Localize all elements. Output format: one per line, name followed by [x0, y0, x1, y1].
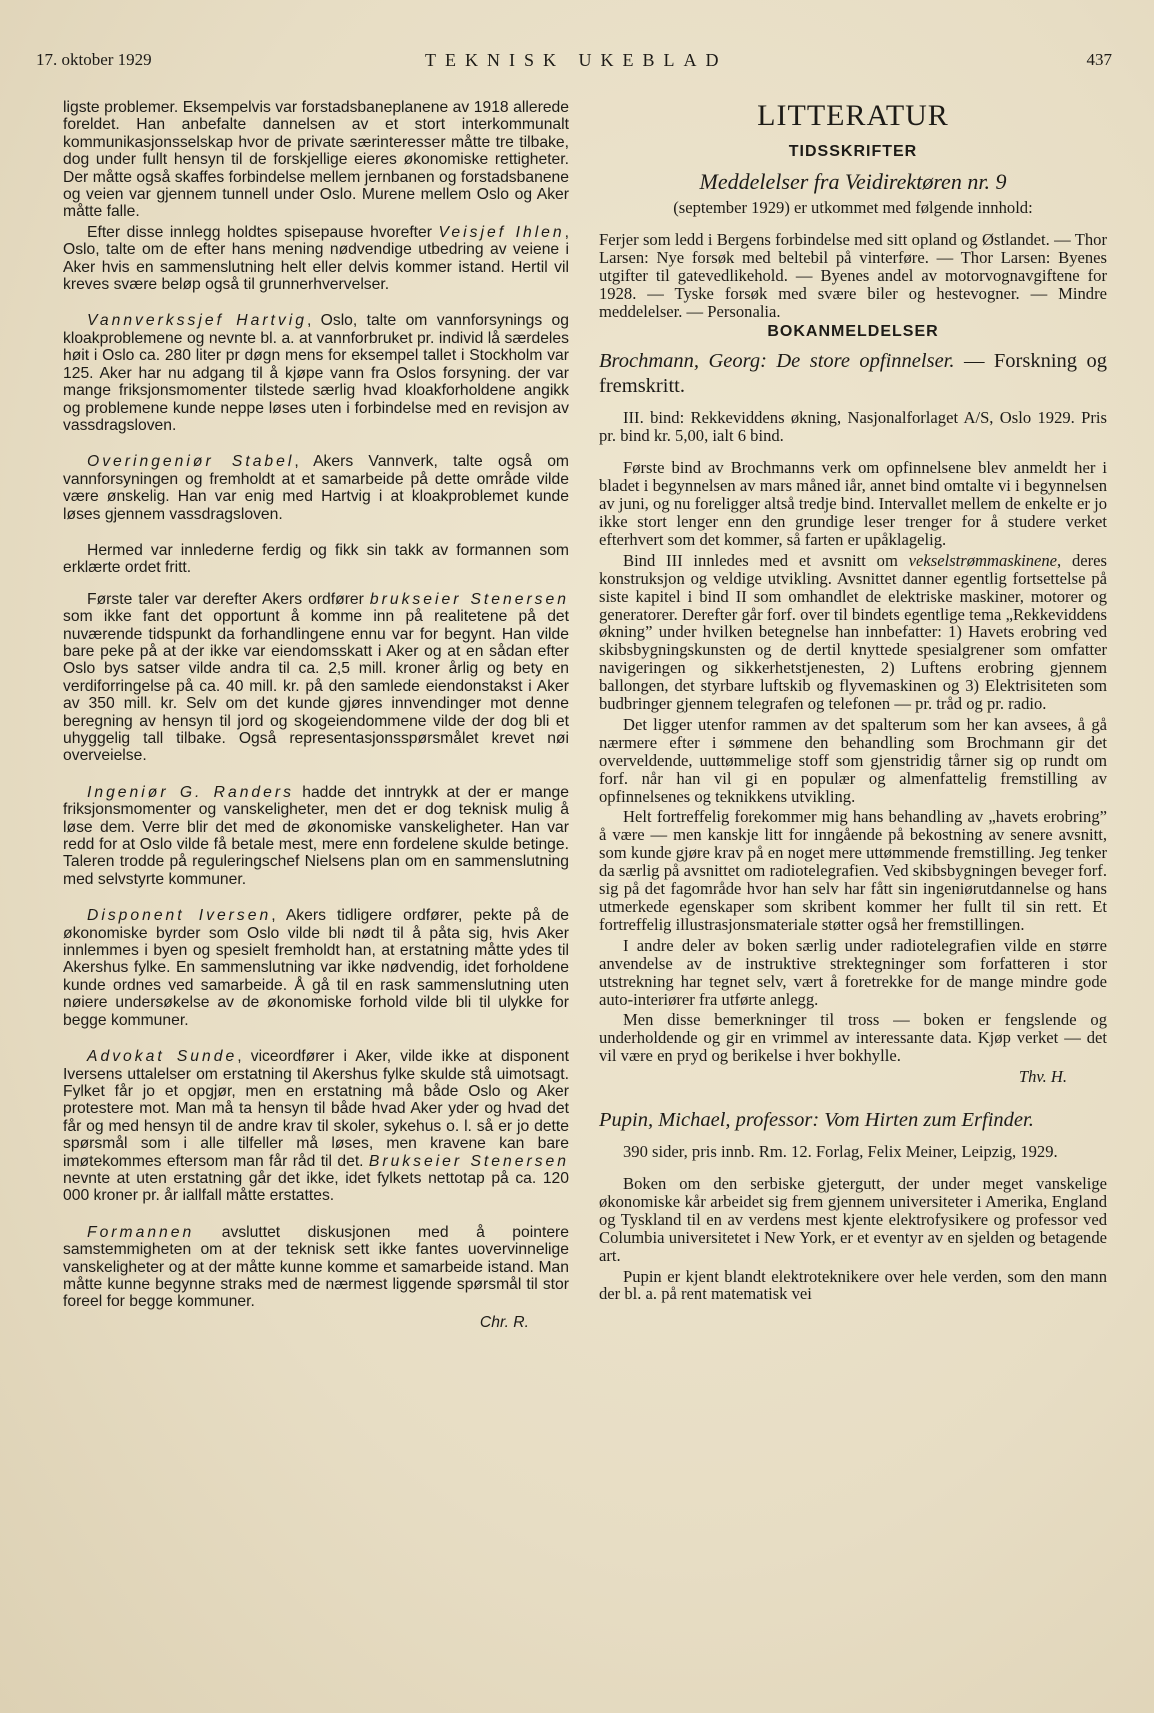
- speaker-name: brukseier Stenersen: [369, 590, 569, 608]
- paragraph: Det ligger utenfor rammen av det spalterum som her kan avsees, å gå nærmere efter i sømmene den behandling som Brochmann gir det overveldende, uuttømmelige stoff som gjenstridig tårner sig op rundt om forf. når han vil gi en populær og almenfattelig fremstilling av opfinnelsenes og teknikkens utvikling.: [599, 714, 1107, 806]
- paragraph: Ingeniør G. Randers hadde det inntrykk at der er mange friksjonsmomenter og vanskeligheter, men det er dog teknisk mulig å løse dem. Verre blir det med de økonomiske vanskeligheter. Han var redd for at Oslo vilde få betale mest, mere enn fordelene skulde betinge. Taleren trodde på reguleringschef Nielsens plan om en sammenslutning med selvstyrte kommuner.: [63, 783, 569, 888]
- section-heading: LITTERATUR: [757, 99, 949, 132]
- page-number: 437: [1086, 50, 1112, 69]
- paragraph: ligste problemer. Eksempelvis var forstadsbaneplanene av 1918 allerede foreldet. Han anbefalte dannelsen av et stort interkommunalt kommunikasjonsselskap hvor de private særinteresser måtte tre tilbake, dog under fullt hensyn til de forskjellige eieres økonomiske rettigheter. Der måtte også skaffes forbindelse mellem jernbanen og forstadsbanene og veien var gjennem tunnell under Oslo. Murene mellem Oslo og Aker måtte falle.: [63, 99, 569, 221]
- speaker-name: Vannverkssjef Hartvig: [87, 312, 307, 330]
- book-title: Brochmann, Georg: De store opfinnelser. — Forskning og fremskritt.: [599, 350, 1107, 398]
- speaker-name: Disponent Iversen: [87, 907, 272, 925]
- book-info: III. bind: Rekkeviddens økning, Nasjonalforlaget A/S, Oslo 1929. Pris pr. bind kr. 5,00, ialt 6 bind.: [599, 408, 1107, 446]
- paragraph: Bind III innledes med et avsnitt om vekselstrømmaskinene, deres konstruksjon og veldige utvikling. Avsnittet danner egentlig fortsettelse på siste kapitel i bind II som omhandlet de elektriske maskiner, motorer og generatorer. Derefter går forf. over til bindets egentlige tema „Rekkeviddens økning” under hvilken betegnelse han innbefatter: 1) Havets erobring ved skibsbygningskunsten og de dertil knyttede spesialgrener som omfatter navigeringen og sikkerhetstjenesten, 2) Luftens erobring gjennem ballongen, det styrbare luftskib og flyvemaskinen og 3) Elektrisiteten som budbringer gjennem telegrafen og telefonen — pr. tråd og pr. radio.: [599, 550, 1107, 714]
- journal-issue-title: Meddelelser fra Veidirektøren nr. 9: [699, 169, 1007, 194]
- book-title: Pupin, Michael, professor: Vom Hirten zum Erfinder.: [599, 1109, 1034, 1132]
- paragraph: Men disse bemerkninger til tross — boken er fengslende og underholdende og gir en vrimmel av interessante data. Kjøp verket — det vil være en pryd og berikelse i hver bokhylle.: [599, 1010, 1107, 1066]
- paragraph: Hermed var innlederne ferdig og fikk sin takk av formannen som erklærte ordet fritt.: [63, 541, 569, 577]
- speaker-name: Brukseier Stenersen: [368, 1152, 569, 1170]
- paragraph: Advokat Sunde, viceordfører i Aker, vilde ikke at disponent Iversens uttalelser om erstatning til Akershus fylke skulde stå uimotsagt. Fylket får jo et opgjør, men en erstatning må både Oslo og Aker protestere mot. Man må ta hensyn til både hvad Aker yder og hvad det får og med hensyn til de andre krav til skoler, sykehus o. l. så er jo dette spørsmål som i alle tilfeller må løses, men kravene kan bare imøtekommes eftersom man får råd til det. Brukseier Stenersen nevnte at uten erstatning går det ikke, idet fylkets nettotap på ca. 120 000 kroner pr. år iallfall måtte erstattes.: [63, 1048, 569, 1205]
- journal-title: TEKNISK UKEBLAD: [425, 50, 728, 70]
- speaker-name: Formannen: [87, 1223, 195, 1241]
- paragraph: Boken om den serbiske gjetergutt, der under meget vanskelige økonomiske kår arbeidet sig frem gjennem universiteter i Amerika, England og Tyskland til en av verdens mest kjente elektrofysikere og professor ved Columbia universitetet i New York, er et eventyr av en sjelden og betagende art.: [599, 1173, 1107, 1265]
- paragraph: Helt fortreffelig forekommer mig hans behandling av „havets erobring” å være — men kanskje litt for inngående på bekostning av senere avsnitt, som kunde gjøre krav på en noget mere uttømmende fremstilling. Jeg tenker da særlig på avsnittet om radiotelegrafien. Ved skibsbygningen beveger forf. sig på det fagområde hvor han selv har fått sin ingeniørutdannelse og hans utmerkede egenskaper som skribent kommer her fullt til sin rett. Et fortreffelig illustrasjonsmateriale støtter også her fremstillingen.: [599, 807, 1107, 934]
- paragraph: Disponent Iversen, Akers tidligere ordfører, pekte på de økonomiske byrder som Oslo vilde bli nødt til å påta sig, hvis Aker innlemmes i byen og spesielt fremholdt han, at erstatning måtte ydes til Akershus fylke. En sammenslutning var ikke nødvendig, idet forholdene kunde ordnes ved samarbeide. Å gå til en rask sammenslutning uten nøiere undersøkelse av de økonomiske forhold vilde bli til ulykke for begge kommuner.: [63, 907, 569, 1029]
- author-signature: Chr. R.: [479, 1313, 529, 1331]
- speaker-name: Veisjef Ihlen: [438, 223, 565, 241]
- right-column: [599, 99, 1107, 1306]
- paragraph: Pupin er kjent blandt elektroteknikere over hele verden, som den mann der bl. a. på rent matematisk vei: [599, 1266, 1107, 1304]
- journal-intro: (september 1929) er utkommet med følgende innhold:: [673, 198, 1033, 217]
- reviewer-signature: Thv. H.: [1018, 1067, 1067, 1087]
- paragraph: Første taler var derefter Akers ordfører brukseier Stenersen som ikke fant det opportunt å komme inn på realitetene på det nuværende tidspunkt da forhandlingene ennu var for begynt. Han vilde bare peke på at der ikke var eiendomsskatt i Aker og at en sådan efter Oslo bys satser vilde andra til ca. 2,5 mill. kroner årlig og bety en verdiforringelse på ca. 40 mill. kr. på den samlede eiendonstakst i Aker av 350 mill. kr. Selv om det kunde gjøres innvendinger mot denne beregning av hensyn til jord og skogeiendommene vilde der dog bli et uhyggelig tall tilbake. Også representasjonsspørsmålet krevet nøi overveielse.: [63, 590, 569, 765]
- paragraph: Efter disse innlegg holdtes spisepause hvorefter Veisjef Ihlen, Oslo, talte om de efter hans mening nødvendige utbedring av veiene i Aker hvis en sammenslutning helt eller delvis kommer istand. Hertil vil kreves svære beløp også til grunnerhvervelser.: [63, 223, 569, 294]
- paragraph: Formannen avsluttet diskusjonen med å pointere samstemmigheten om at der teknisk sett ikke fantes uovervinnelige vanskeligheter og at der måtte kunne komme et samarbeide istand. Man måtte kunne begynne straks med de nærmest liggende spørsmål til stor foreel for begge kommuner.: [63, 1223, 569, 1311]
- paragraph: I andre deler av boken særlig under radiotelegrafien vilde en større anvendelse av de instruktive strektegninger som forfatteren i stor utstrekning har tegnet selv, vært å foretrekke for de mange mindre gode auto-interiører fra utførte anlegg.: [599, 935, 1107, 1009]
- left-column: [63, 99, 569, 1334]
- subsection-heading: BOKANMELDELSER: [767, 323, 939, 341]
- issue-date: 17. oktober 1929: [36, 50, 152, 69]
- journal-contents: Ferjer som ledd i Bergens forbindelse med sitt opland og Østlandet. — Thor Larsen: Nye forsøk med beltebil på vinterføre. — Thor Larsen: Byenes utgifter til gatevedlikehold. — Byenes andel av motorvognavgiftene for 1928. — Tyske forsøk med svære biler og hestevogner. — Mindre meddelelser. — Personalia.: [599, 229, 1107, 321]
- book-info: 390 sider, pris innb. Rm. 12. Forlag, Felix Meiner, Leipzig, 1929.: [623, 1142, 1058, 1162]
- speaker-name: Advokat Sunde: [87, 1048, 238, 1066]
- speaker-name: Ingeniør G. Randers: [87, 783, 294, 801]
- paragraph: Vannverkssjef Hartvig, Oslo, talte om vannforsynings og kloakproblemene og nevnte bl. a. at vannforbruket pr. individ lå særdeles høit i Oslo ca. 280 liter pr døgn mens for eksempel tallet i Stockholm var 125. Aker har nu adgang til å kjøpe vann fra Oslos forsyning. der var mange friksjonsmomenter tilstede særlig hvad kloakforholdene angikk og problemene kunde neppe løses uten i forbindelse med en revisjon av vassdragsloven.: [63, 312, 569, 434]
- paragraph: Første bind av Brochmanns verk om opfinnelsene blev anmeldt her i bladet i begynnelsen av mars måned iår, annet bind omtalte vi i begynnelsen av juni, og nu foreligger altså tredje bind. Intervallet mellem de enkelte er jo ikke stort lenger enn den grundige leser trenger for å studere verket efterhvert som det kommer, så farten er upåklagelig.: [599, 458, 1107, 549]
- paragraph: Overingeniør Stabel, Akers Vannverk, talte også om vannforsyningen og fremholdt at et samarbeide på dette område vilde være ønskelig. Han var enig med Hartvig i at kloakproblemet kunde løses gjennem vassdragsloven.: [63, 453, 569, 523]
- speaker-name: Overingeniør Stabel: [87, 453, 295, 471]
- subsection-heading: TIDSSKRIFTER: [788, 143, 918, 160]
- page-header: [30, 50, 1110, 74]
